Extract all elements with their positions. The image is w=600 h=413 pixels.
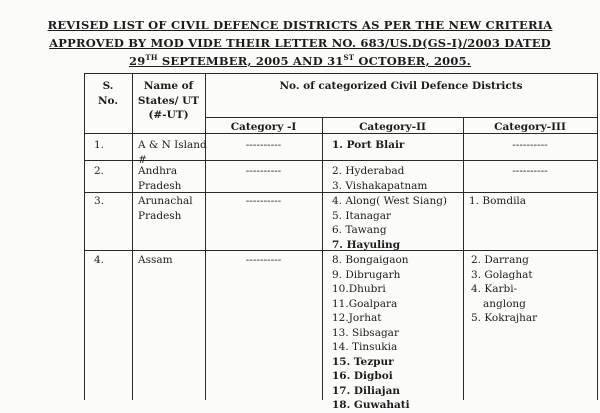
row-1-sno: 1. xyxy=(94,139,105,151)
row-3-category-1: ---------- xyxy=(245,195,282,207)
row-2-category-2: 2. Hyderabad 3. Vishakapatnam xyxy=(332,165,428,192)
row-3-state: Arunachal Pradesh xyxy=(138,195,193,222)
row-4-category-2: 8. Bongaigaon 9. Dibrugarh 10.Dhubri 11.Goalpara 12.Jorhat 13. Sibsagar 14. Tinsukia 15. Tezpur 16. Digboi 17. Diliajan 18. Guwahati xyxy=(332,254,410,411)
row-3-category-3: 1. Bomdila xyxy=(469,195,527,207)
header-sno: S. No. xyxy=(97,80,119,107)
row-4-category-3: 2. Darrang 3. Golaghat 4. Karbi- anglong 5. Kokrajhar xyxy=(471,254,538,324)
row-1-category-2: 1. Port Blair xyxy=(332,139,405,151)
row-1-state: A & N Island # xyxy=(138,139,207,166)
header-category-2: Category-II xyxy=(359,121,426,133)
row-1-category-3: ---------- xyxy=(512,139,548,151)
row-2-state: Andhra Pradesh xyxy=(138,165,182,192)
row-1-category-1: ---------- xyxy=(245,139,282,151)
heading-line-1: REVISED LIST OF CIVIL DEFENCE DISTRICTS AS PER THE NEW CRITERIA xyxy=(47,18,553,32)
header-state-name: Name of States/ UT (#-UT) xyxy=(137,80,200,121)
header-category-3: Category-III xyxy=(494,121,566,133)
category-header-top-rule xyxy=(205,117,598,118)
table-border-top xyxy=(84,73,598,74)
heading-line-2: APPROVED BY MOD VIDE THEIR LETTER NO. 683/US.D(GS-I)/2003 DATED xyxy=(49,36,551,50)
row-2-sno: 2. xyxy=(94,165,105,177)
col-rule-cat1 xyxy=(322,117,323,400)
col-rule-cat2 xyxy=(463,117,464,400)
table-border-left xyxy=(84,73,85,400)
heading-line-3: 29TH SEPTEMBER, 2005 AND 31ST OCTOBER, 2005. xyxy=(129,53,471,68)
row-4-state: Assam xyxy=(138,254,173,266)
row-4-category-1: ---------- xyxy=(245,254,282,266)
row-3-sno: 3. xyxy=(94,195,105,207)
header-category-1: Category -I xyxy=(230,121,297,133)
row-3-category-2: 4. Along( West Siang) 5. Itanagar 6. Tawang 7. Hayuling xyxy=(332,195,448,251)
row-2-category-3: ---------- xyxy=(512,165,548,177)
row-4-sno: 4. xyxy=(94,254,105,266)
row-2-category-1: ---------- xyxy=(245,165,282,177)
table-border-right xyxy=(597,73,598,400)
header-categorized-districts: No. of categorized Civil Defence Districts xyxy=(279,80,523,92)
